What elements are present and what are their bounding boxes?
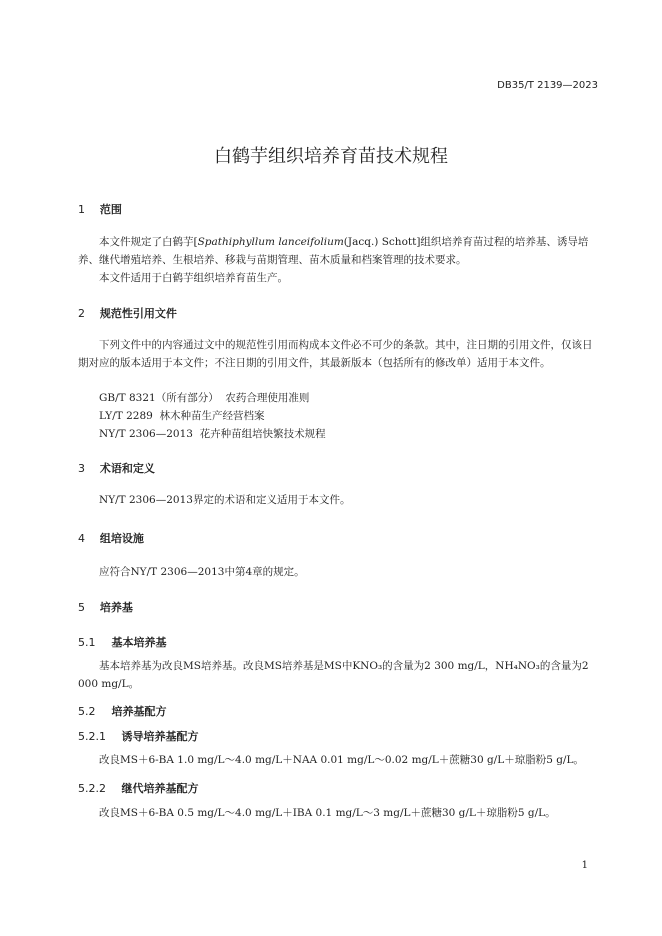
text-run: (Jacq.) Schott]组织培养育苗过程的培养基、诱导培养、继代增殖培养、生根培养、移栽与苗期管理、苗木质量和档案管理的技术要求。 <box>78 236 589 266</box>
section-3-heading <box>78 460 155 476</box>
reference-item: NY/T 2306—2013 花卉种苗组培快繁技术规程 <box>99 428 326 440</box>
reference-item: LY/T 2289 林木种苗生产经营档案 <box>99 410 265 422</box>
page-number: 1 <box>581 860 588 871</box>
standard-code: DB35/T 2139—2023 <box>497 80 598 91</box>
section-title: 规范性引用文件 <box>99 307 177 320</box>
subsection-5-2-1-paragraph: 改良MS＋6-BA 1.0 mg/L～4.0 mg/L＋NAA 0.01 mg/L～0.02 mg/L＋蔗糖30 g/L＋琼脂粉5 g/L。 <box>99 754 584 766</box>
document-title: 白鹤芋组织培养育苗技术规程 <box>214 146 448 167</box>
section-4-paragraph-1: 应符合NY/T 2306—2013中第4章的规定。 <box>99 566 305 578</box>
section-1-paragraph-2: 本文件适用于白鹤芋组织培养育苗生产。 <box>99 272 288 284</box>
section-title: 术语和定义 <box>99 462 155 475</box>
subsection-5-1-paragraph: 基本培养基为改良MS培养基。改良MS培养基是MS中KNO₃的含量为2 300 mg/L，NH₄NO₃的含量为2 000 mg/L。 <box>78 660 589 690</box>
subsection-number: 5.2.2 <box>78 782 106 795</box>
latin-name: Spathiphyllum lanceifolium <box>197 236 344 248</box>
section-1-paragraph-1 <box>78 233 599 269</box>
section-title: 范围 <box>99 203 122 216</box>
section-number: 3 <box>78 462 85 475</box>
section-2-paragraph-1: 下列文件中的内容通过文中的规范性引用而构成本文件必不可少的条款。其中，注日期的引用文件，仅该日期对应的版本适用于本文件；不注日期的引用文件，其最新版本（包括所有的修改单）适用于本文件。 <box>78 339 593 369</box>
subsection-5-2-heading <box>78 703 167 719</box>
section-4-heading <box>78 530 144 546</box>
section-title: 组培设施 <box>99 532 144 545</box>
section-number: 2 <box>78 307 85 320</box>
subsection-title: 培养基配方 <box>111 705 167 718</box>
subsection-number: 5.2.1 <box>78 730 106 743</box>
section-number: 1 <box>78 203 85 216</box>
section-2-heading <box>78 305 177 321</box>
section-5-heading <box>78 599 133 615</box>
reference-item: GB/T 8321（所有部分） 农药合理使用准则 <box>99 392 310 404</box>
subsection-number: 5.1 <box>78 636 96 649</box>
section-1-heading <box>78 201 122 217</box>
section-number: 4 <box>78 532 85 545</box>
section-3-paragraph-1: NY/T 2306—2013界定的术语和定义适用于本文件。 <box>99 494 351 506</box>
subsection-5-2-1-heading <box>78 728 199 744</box>
subsection-number: 5.2 <box>78 705 96 718</box>
subsection-title: 诱导培养基配方 <box>121 730 199 743</box>
subsection-5-1-heading <box>78 634 167 650</box>
text-run: 本文件规定了白鹤芋[ <box>99 236 198 248</box>
subsection-title: 基本培养基 <box>111 636 167 649</box>
subsection-title: 继代培养基配方 <box>121 782 199 795</box>
subsection-5-2-2-paragraph: 改良MS＋6-BA 0.5 mg/L～4.0 mg/L＋IBA 0.1 mg/L～3 mg/L＋蔗糖30 g/L＋琼脂粉5 g/L。 <box>99 807 556 819</box>
section-number: 5 <box>78 601 85 614</box>
section-title: 培养基 <box>99 601 133 614</box>
subsection-5-2-2-heading <box>78 780 199 796</box>
